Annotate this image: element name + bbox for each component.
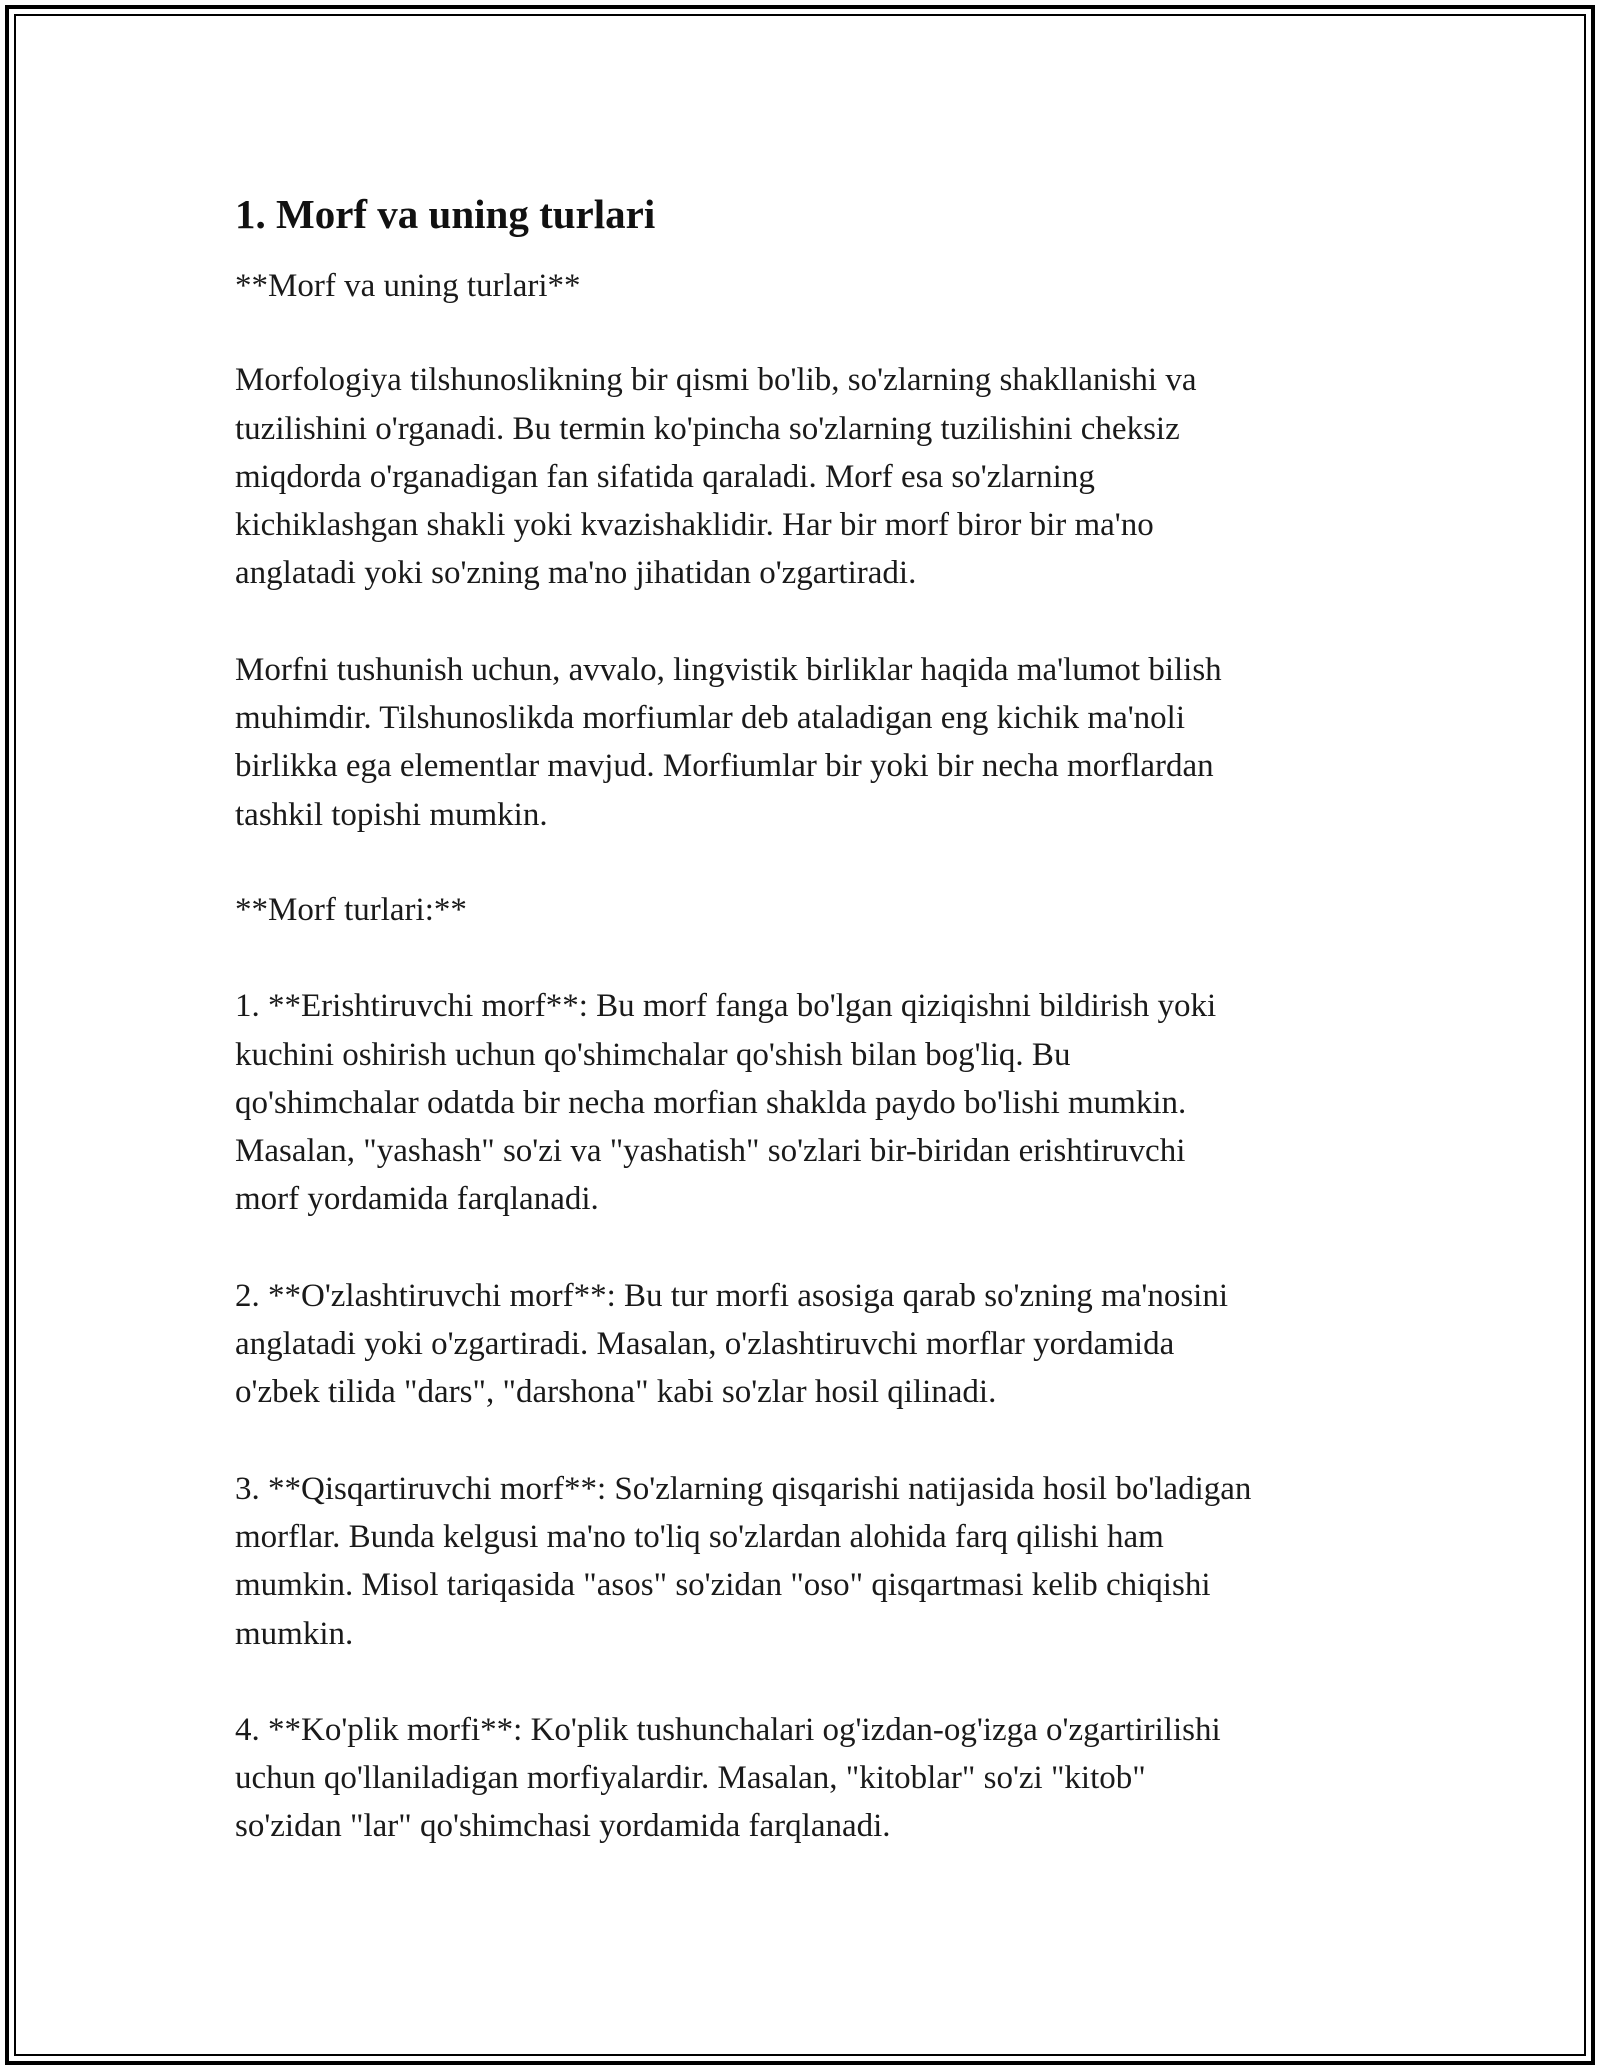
paragraph-line: tuzilishini o'rganadi. Bu termin ko'pincha so'zlarning tuzilishini cheksiz bbox=[235, 410, 1180, 447]
paragraph-line: kuchini oshirish uchun qo'shimchalar qo'shish bilan bog'liq. Bu bbox=[235, 1036, 1071, 1073]
paragraph-line: Morfni tushunish uchun, avvalo, lingvistik birliklar haqida ma'lumot bilish bbox=[235, 651, 1222, 688]
paragraph-line: morflar. Bunda kelgusi ma'no to'liq so'zlardan alohida farq qilishi ham bbox=[235, 1518, 1164, 1555]
paragraph-line: mumkin. bbox=[235, 1615, 354, 1652]
list-item-3 bbox=[235, 1465, 1385, 1658]
paragraph-line: kichiklashgan shakli yoki kvazishaklidir. Har bir morf biror bir ma'no bbox=[235, 507, 1154, 544]
list-item-1 bbox=[235, 982, 1385, 1223]
paragraph-line: tashkil topishi mumkin. bbox=[235, 796, 548, 833]
document-body bbox=[235, 186, 1385, 1851]
paragraph-line: qo'shimchalar odatda bir necha morfian shaklda paydo bo'lishi mumkin. bbox=[235, 1084, 1187, 1121]
paragraph-line: so'zidan "lar" qo'shimchasi yordamida farqlanadi. bbox=[235, 1808, 891, 1845]
paragraph-line: Masalan, "yashash" so'zi va "yashatish" so'zlari bir-biridan erishtiruvchi bbox=[235, 1133, 1186, 1170]
paragraph-line: 4. **Ko'plik morfi**: Ko'plik tushunchalari og'izdan-og'izga o'zgartirilishi bbox=[235, 1711, 1221, 1748]
paragraph-line: Morfologiya tilshunoslikning bir qismi bo'lib, so'zlarning shakllanishi va bbox=[235, 362, 1197, 399]
section-heading-morf-turlari bbox=[235, 886, 1385, 934]
list-item-4 bbox=[235, 1706, 1385, 1851]
paragraph-line: anglatadi yoki o'zgartiradi. Masalan, o'zlashtiruvchi morflar yordamida bbox=[235, 1326, 1175, 1363]
document-title: 1. Morf va uning turlari bbox=[235, 191, 656, 237]
paragraph-line: 2. **O'zlashtiruvchi morf**: Bu tur morfi asosiga qarab so'zning ma'nosini bbox=[235, 1277, 1228, 1314]
paragraph-intro bbox=[235, 356, 1385, 597]
paragraph-line: anglatadi yoki so'zning ma'no jihatidan o'zgartiradi. bbox=[235, 555, 917, 592]
paragraph-line: o'zbek tilida "dars", "darshona" kabi so'zlar hosil qilinadi. bbox=[235, 1374, 997, 1411]
paragraph-morfiumlar bbox=[235, 646, 1385, 839]
paragraph-line: miqdorda o'rganadigan fan sifatida qaraladi. Morf esa so'zlarning bbox=[235, 458, 1095, 495]
paragraph-line: uchun qo'llaniladigan morfiyalardir. Masalan, "kitoblar" so'zi "kitob" bbox=[235, 1760, 1146, 1797]
paragraph-line: birlikka ega elementlar mavjud. Morfiumlar bir yoki bir necha morflardan bbox=[235, 748, 1214, 785]
list-item-2 bbox=[235, 1272, 1385, 1417]
paragraph-line: mumkin. Misol tariqasida "asos" so'zidan "oso" qisqartmasi kelib chiqishi bbox=[235, 1567, 1211, 1604]
paragraph-line: 1. **Erishtiruvchi morf**: Bu morf fanga bo'lgan qiziqishni bildirish yoki bbox=[235, 988, 1217, 1025]
paragraph-line: **Morf turlari:** bbox=[235, 891, 467, 928]
paragraph-line: morf yordamida farqlanadi. bbox=[235, 1181, 599, 1218]
paragraph-line: muhimdir. Tilshunoslikda morfiumlar deb ataladigan eng kichik ma'noli bbox=[235, 700, 1186, 737]
document-subtitle: **Morf va uning turlari** bbox=[235, 268, 581, 304]
paragraph-line: 3. **Qisqartiruvchi morf**: So'zlarning qisqarishi natijasida hosil bo'ladigan bbox=[235, 1470, 1252, 1507]
